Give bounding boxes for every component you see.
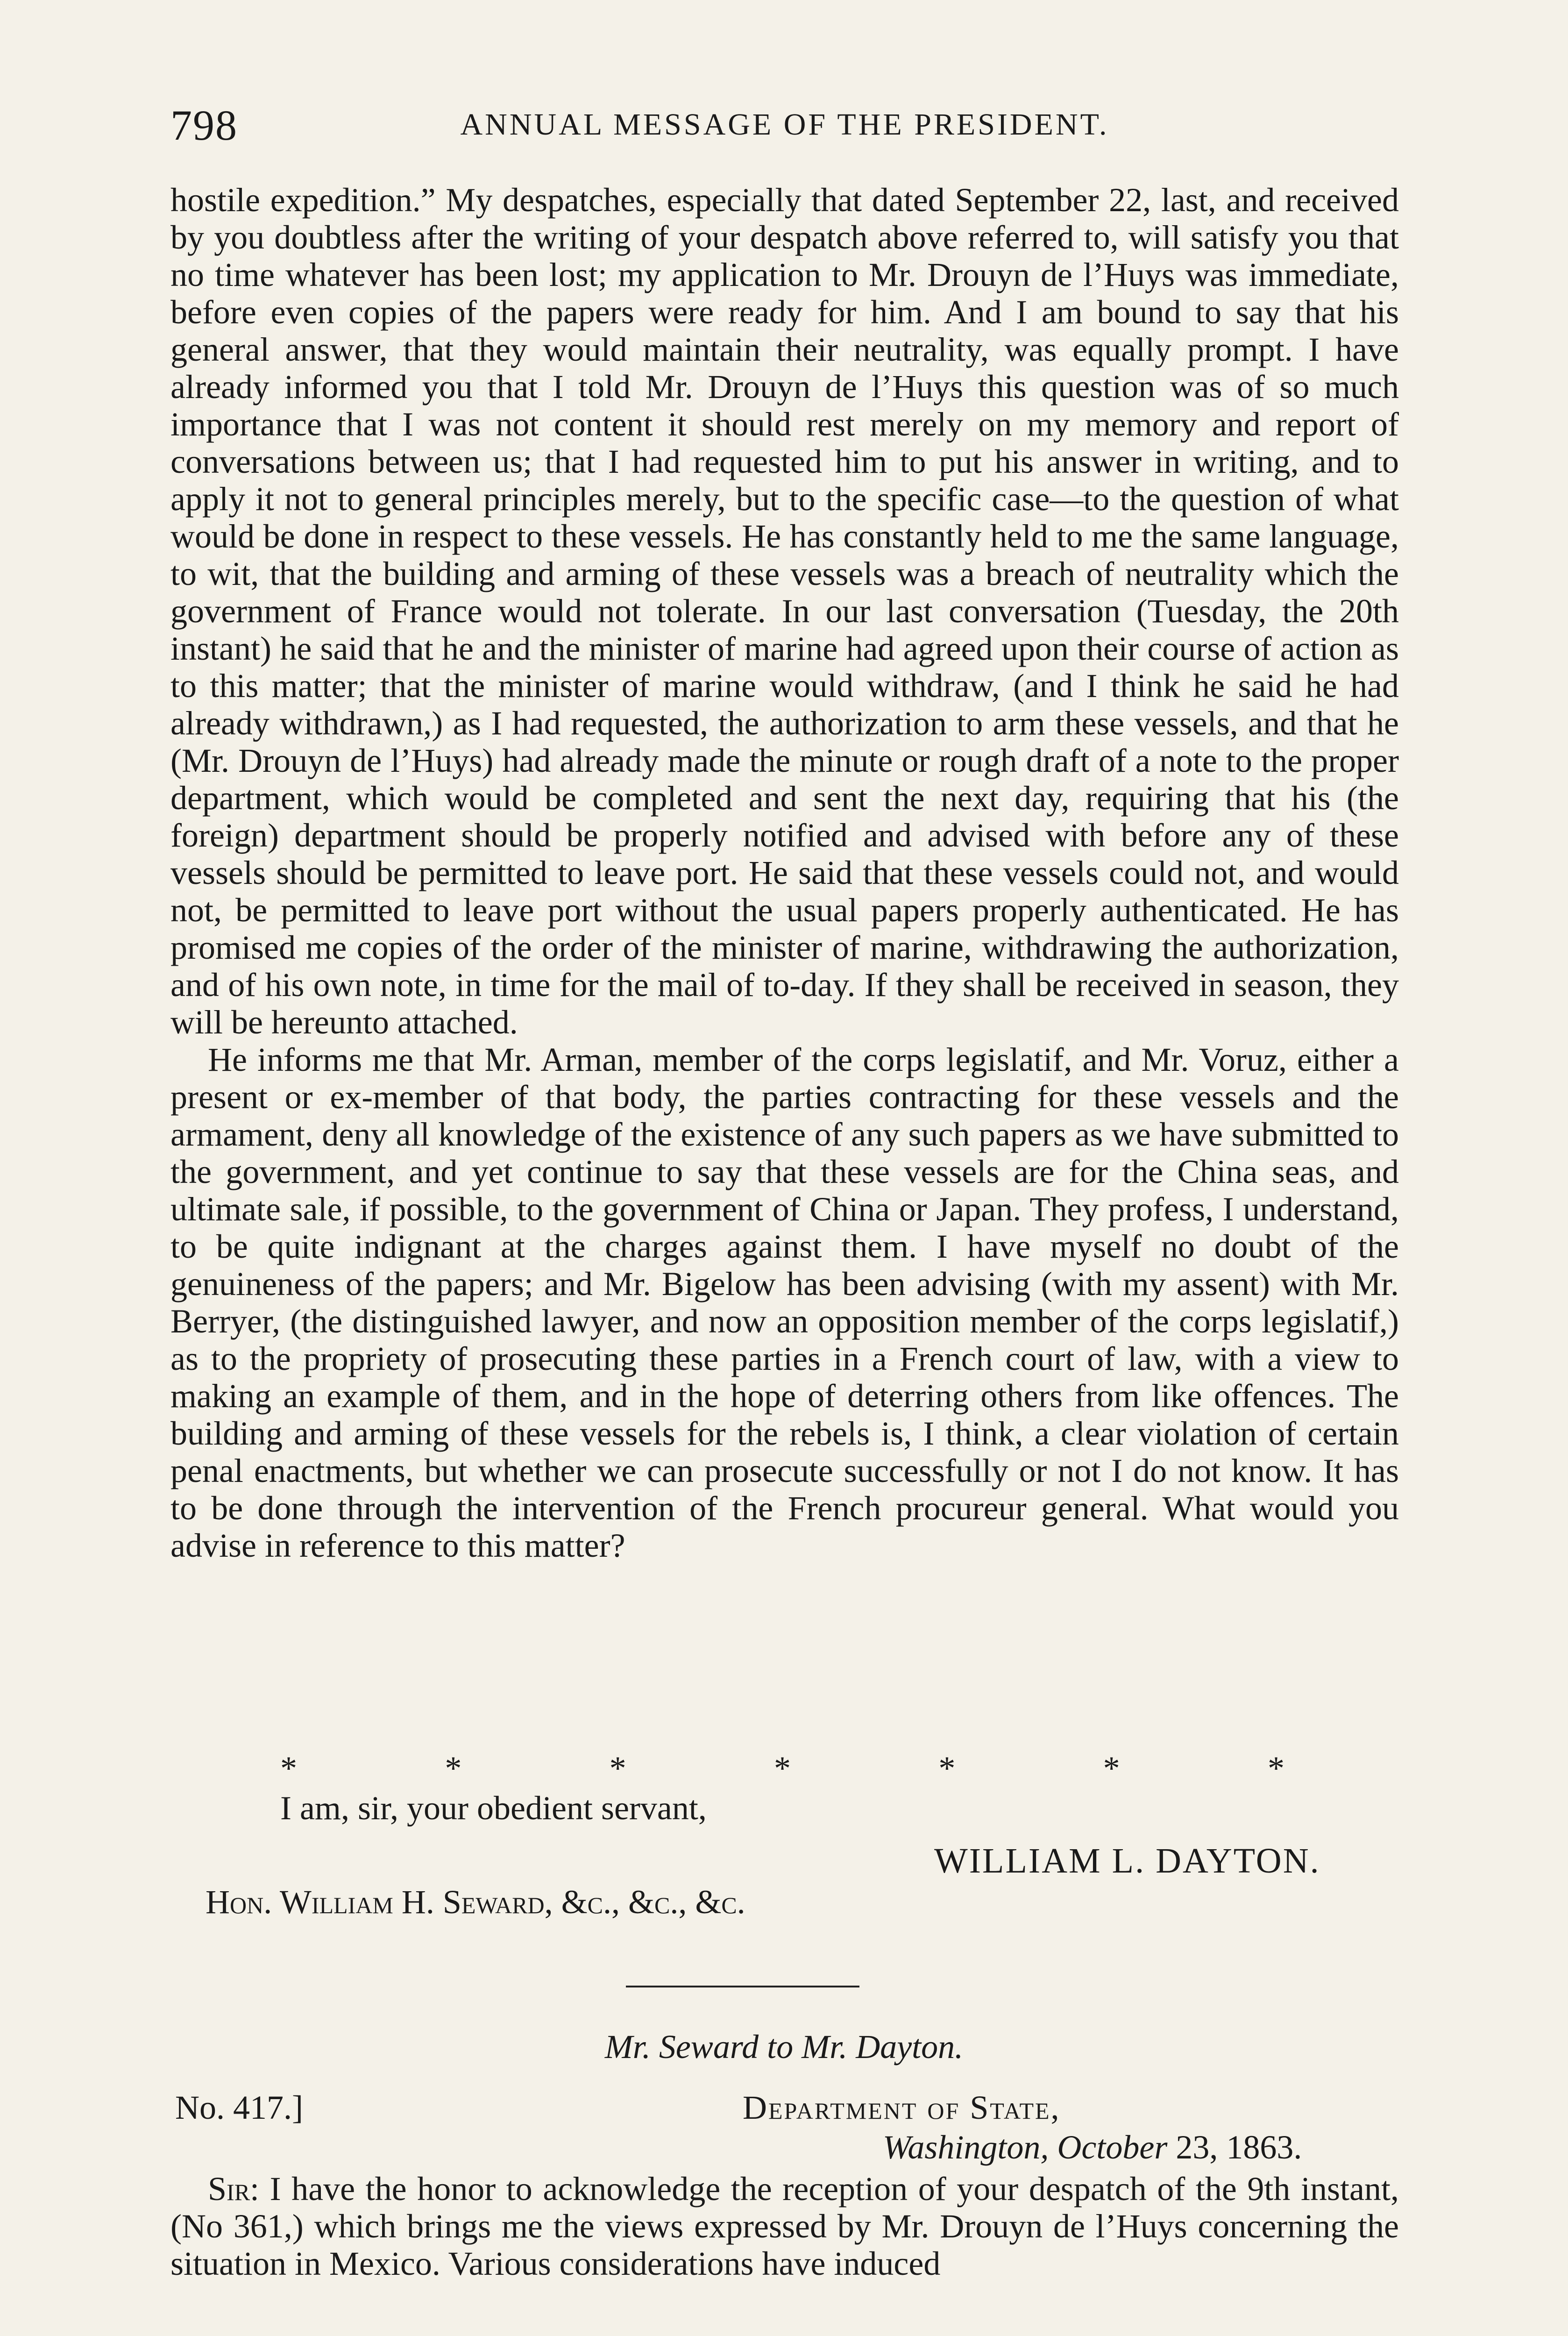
dateline-place: Washington, — [883, 2129, 1049, 2166]
paragraph-2: He informs me that Mr. Arman, member of the corps legislatif, and Mr. Voruz, either a present or ex-member of that body, the parties contracting for these vessels and the armament, deny all knowledge of the existence of any such papers as we have submitted to the government, and yet continue to say that these vessels are for the China seas, and ultimate sale, if possible, to the government of China or Japan. They profess, I understand, to be quite indignant at the charges against them. I have myself no doubt of the genuineness of the papers; and Mr. Bigelow has been advising (with my assent) with Mr. Berryer, (the distinguished lawyer, and now an opposition member of the corps legislatif,) as to the propriety of prosecuting these parties in a French court of law, with a view to making an example of them, and in the hope of deterring others from like offences. The building and arming of these vessels for the rebels is, I think, a clear violation of certain penal enactments, but whether we can prosecute successfully or not I do not know. It has to be done through the intervention of the French procureur general. What would you advise in reference to this matter? — [170, 1041, 1399, 1564]
department-name: Department of State, — [743, 2089, 1061, 2126]
star-mark: * — [609, 1750, 626, 1787]
closing-line: I am, sir, your obedient servant, — [280, 1789, 707, 1827]
star-mark: * — [1103, 1750, 1120, 1787]
addressee: Hon. William H. Seward, &c., &c., &c. — [206, 1883, 745, 1921]
star-mark: * — [280, 1750, 297, 1787]
dateline — [883, 2128, 1302, 2167]
page-header — [170, 100, 1399, 152]
star-mark: * — [445, 1750, 462, 1787]
ellipsis-stars — [280, 1750, 1284, 1787]
second-letter-text: : I have the honor to acknowledge the reception of your despatch of the 9th instant, (No 361,) which brings me the views expressed by Mr. Drouyn de l’Huys concerning the situation in Mexico. Various considerations have induced — [170, 2170, 1399, 2282]
running-head: ANNUAL MESSAGE OF THE PRESIDENT. — [460, 107, 1109, 142]
signature: WILLIAM L. DAYTON. — [934, 1841, 1320, 1880]
salutation: Sir — [208, 2170, 250, 2208]
section-divider — [626, 1986, 859, 1987]
letter-number: No. 417.] — [175, 2089, 303, 2126]
dateline-month: October — [1057, 2129, 1168, 2166]
paragraph-1: hostile expedition.” My despatches, especially that dated September 22, last, and received by you doubtless after the writing of your despatch above referred to, will satisfy you that no time whatever has been lost; my application to Mr. Drouyn de l’Huys was immediate, before even copies of the papers were ready for him. And I am bound to say that his general answer, that they would maintain their neutrality, was equally prompt. I have already informed you that I told Mr. Drouyn de l’Huys this question was of so much importance that I was not content it should rest merely on my memory and report of conversations between us; that I had requested him to put his answer in writing, and to apply it not to general principles merely, but to the specific case—to the question of what would be done in respect to these vessels. He has constantly held to me the same language, to wit, that the building and arming of these vessels was a breach of neutrality which the government of France would not tolerate. In our last conversation (Tuesday, the 20th instant) he said that he and the minister of marine had agreed upon their course of action as to this matter; that the minister of marine would withdraw, (and I think he said he had already withdrawn,) as I had requested, the authorization to arm these vessels, and that he (Mr. Drouyn de l’Huys) had already made the minute or rough draft of a note to the proper department, which would be completed and sent the next day, requiring that his (the foreign) department should be properly notified and advised with before any of these vessels should be permitted to leave port. He said that these vessels could not, and would not, be permitted to leave port without the usual papers properly authenticated. He has promised me copies of the order of the minister of marine, withdrawing the authorization, and of his own note, in time for the mail of to-day. If they shall be received in season, they will be hereunto attached. — [170, 181, 1399, 1041]
second-letter-body — [170, 2170, 1399, 2282]
letter-body-text — [170, 181, 1399, 1564]
star-mark: * — [938, 1750, 956, 1787]
dateline-date: 23, 1863. — [1176, 2129, 1302, 2166]
letter-heading: Mr. Seward to Mr. Dayton. — [604, 2028, 964, 2065]
page-number: 798 — [170, 101, 238, 149]
star-mark: * — [1267, 1750, 1284, 1787]
star-mark: * — [773, 1750, 791, 1787]
